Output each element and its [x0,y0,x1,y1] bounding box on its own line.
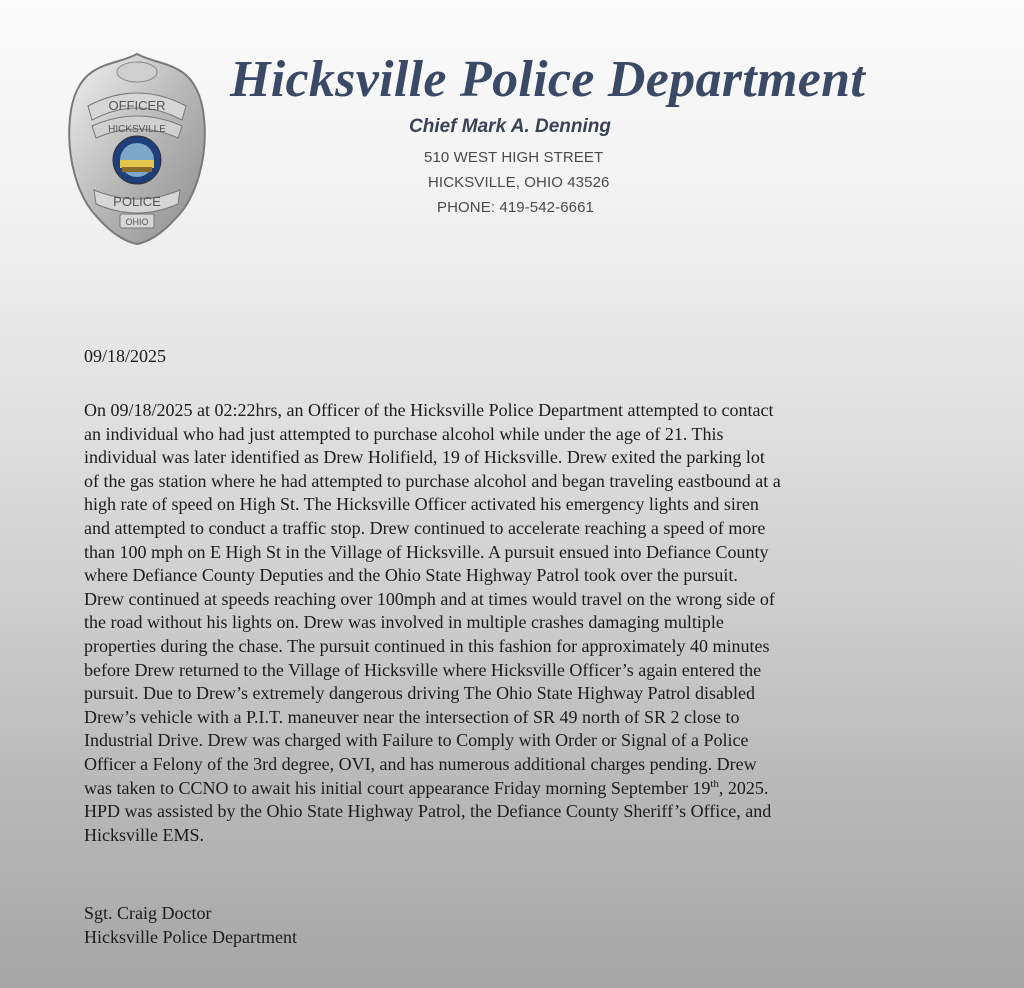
ordinal-suffix: th [710,777,719,790]
body-line: individual was later identified as Drew Holifield, 19 of Hicksville. Drew exited the parking lot [84,447,765,468]
phone-number: PHONE: 419-542-6661 [437,199,594,216]
body-line: high rate of speed on High St. The Hicksville Officer activated his emergency lights and siren [84,494,759,515]
badge-text-officer: OFFICER [108,98,166,113]
body-line: Hicksville EMS. [84,824,204,845]
department-title: Hicksville Police Department [230,51,866,108]
body-line: an individual who had just attempted to purchase alcohol while under the age of 21. This [84,423,724,444]
badge-text-ohio: OHIO [125,217,149,227]
body-line: where Defiance County Deputies and the Ohio State Highway Patrol took over the pursuit. [84,565,738,586]
letter-body [84,399,984,847]
street-address: 510 WEST HIGH STREET [424,149,604,166]
body-line: properties during the chase. The pursuit continued in this fashion for approximately 40 minutes [84,635,770,656]
body-line: pursuit. Due to Drew’s extremely dangerous driving The Ohio State Highway Patrol disabled [84,683,756,704]
court-date-text: was taken to CCNO to await his initial court appearance Friday morning September 19 [84,777,711,798]
badge-eagle [117,62,157,82]
body-line: Officer a Felony of the 3rd degree, OVI, and has numerous additional charges pending. Drew [84,753,757,774]
signature-block [84,902,297,949]
body-line: of the gas station where he had attempted to purchase alcohol and began traveling eastbound at a [84,470,781,491]
chief-name: Chief Mark A. Denning [409,116,611,137]
body-line: and attempted to conduct a traffic stop. Drew continued to accelerate reaching a speed of more [84,517,766,538]
body-line-court-date [84,777,984,801]
police-badge-icon [62,48,212,248]
body-line: On 09/18/2025 at 02:22hrs, an Officer of the Hicksville Police Department attempted to contact [84,400,774,420]
body-line: Industrial Drive. Drew was charged with Failure to Comply with Order or Signal of a Police [84,730,749,751]
body-line: Drew continued at speeds reaching over 100mph and at times would travel on the wrong side of [84,588,775,609]
body-line: HPD was assisted by the Ohio State Highway Patrol, the Defiance County Sheriff’s Office, and [84,801,772,822]
court-date-year: , 2025. [718,777,769,798]
badge-text-city: HICKSVILLE [108,124,166,135]
body-line: than 100 mph on E High St in the Village of Hicksville. A pursuit ensued into Defiance County [84,541,769,562]
body-line: the road without his lights on. Drew was involved in multiple crashes damaging multiple [84,612,724,633]
letter-date: 09/18/2025 [84,346,167,366]
badge-text-police: POLICE [113,194,161,209]
body-line: Drew’s vehicle with a P.I.T. maneuver near the intersection of SR 49 north of SR 2 close to [84,706,740,727]
signature-org: Hicksville Police Department [84,926,297,947]
body-line: before Drew returned to the Village of Hicksville where Hicksville Officer’s again entered the [84,659,762,680]
city-state-zip: HICKSVILLE, OHIO 43526 [428,174,610,191]
signature-name: Sgt. Craig Doctor [84,903,212,923]
